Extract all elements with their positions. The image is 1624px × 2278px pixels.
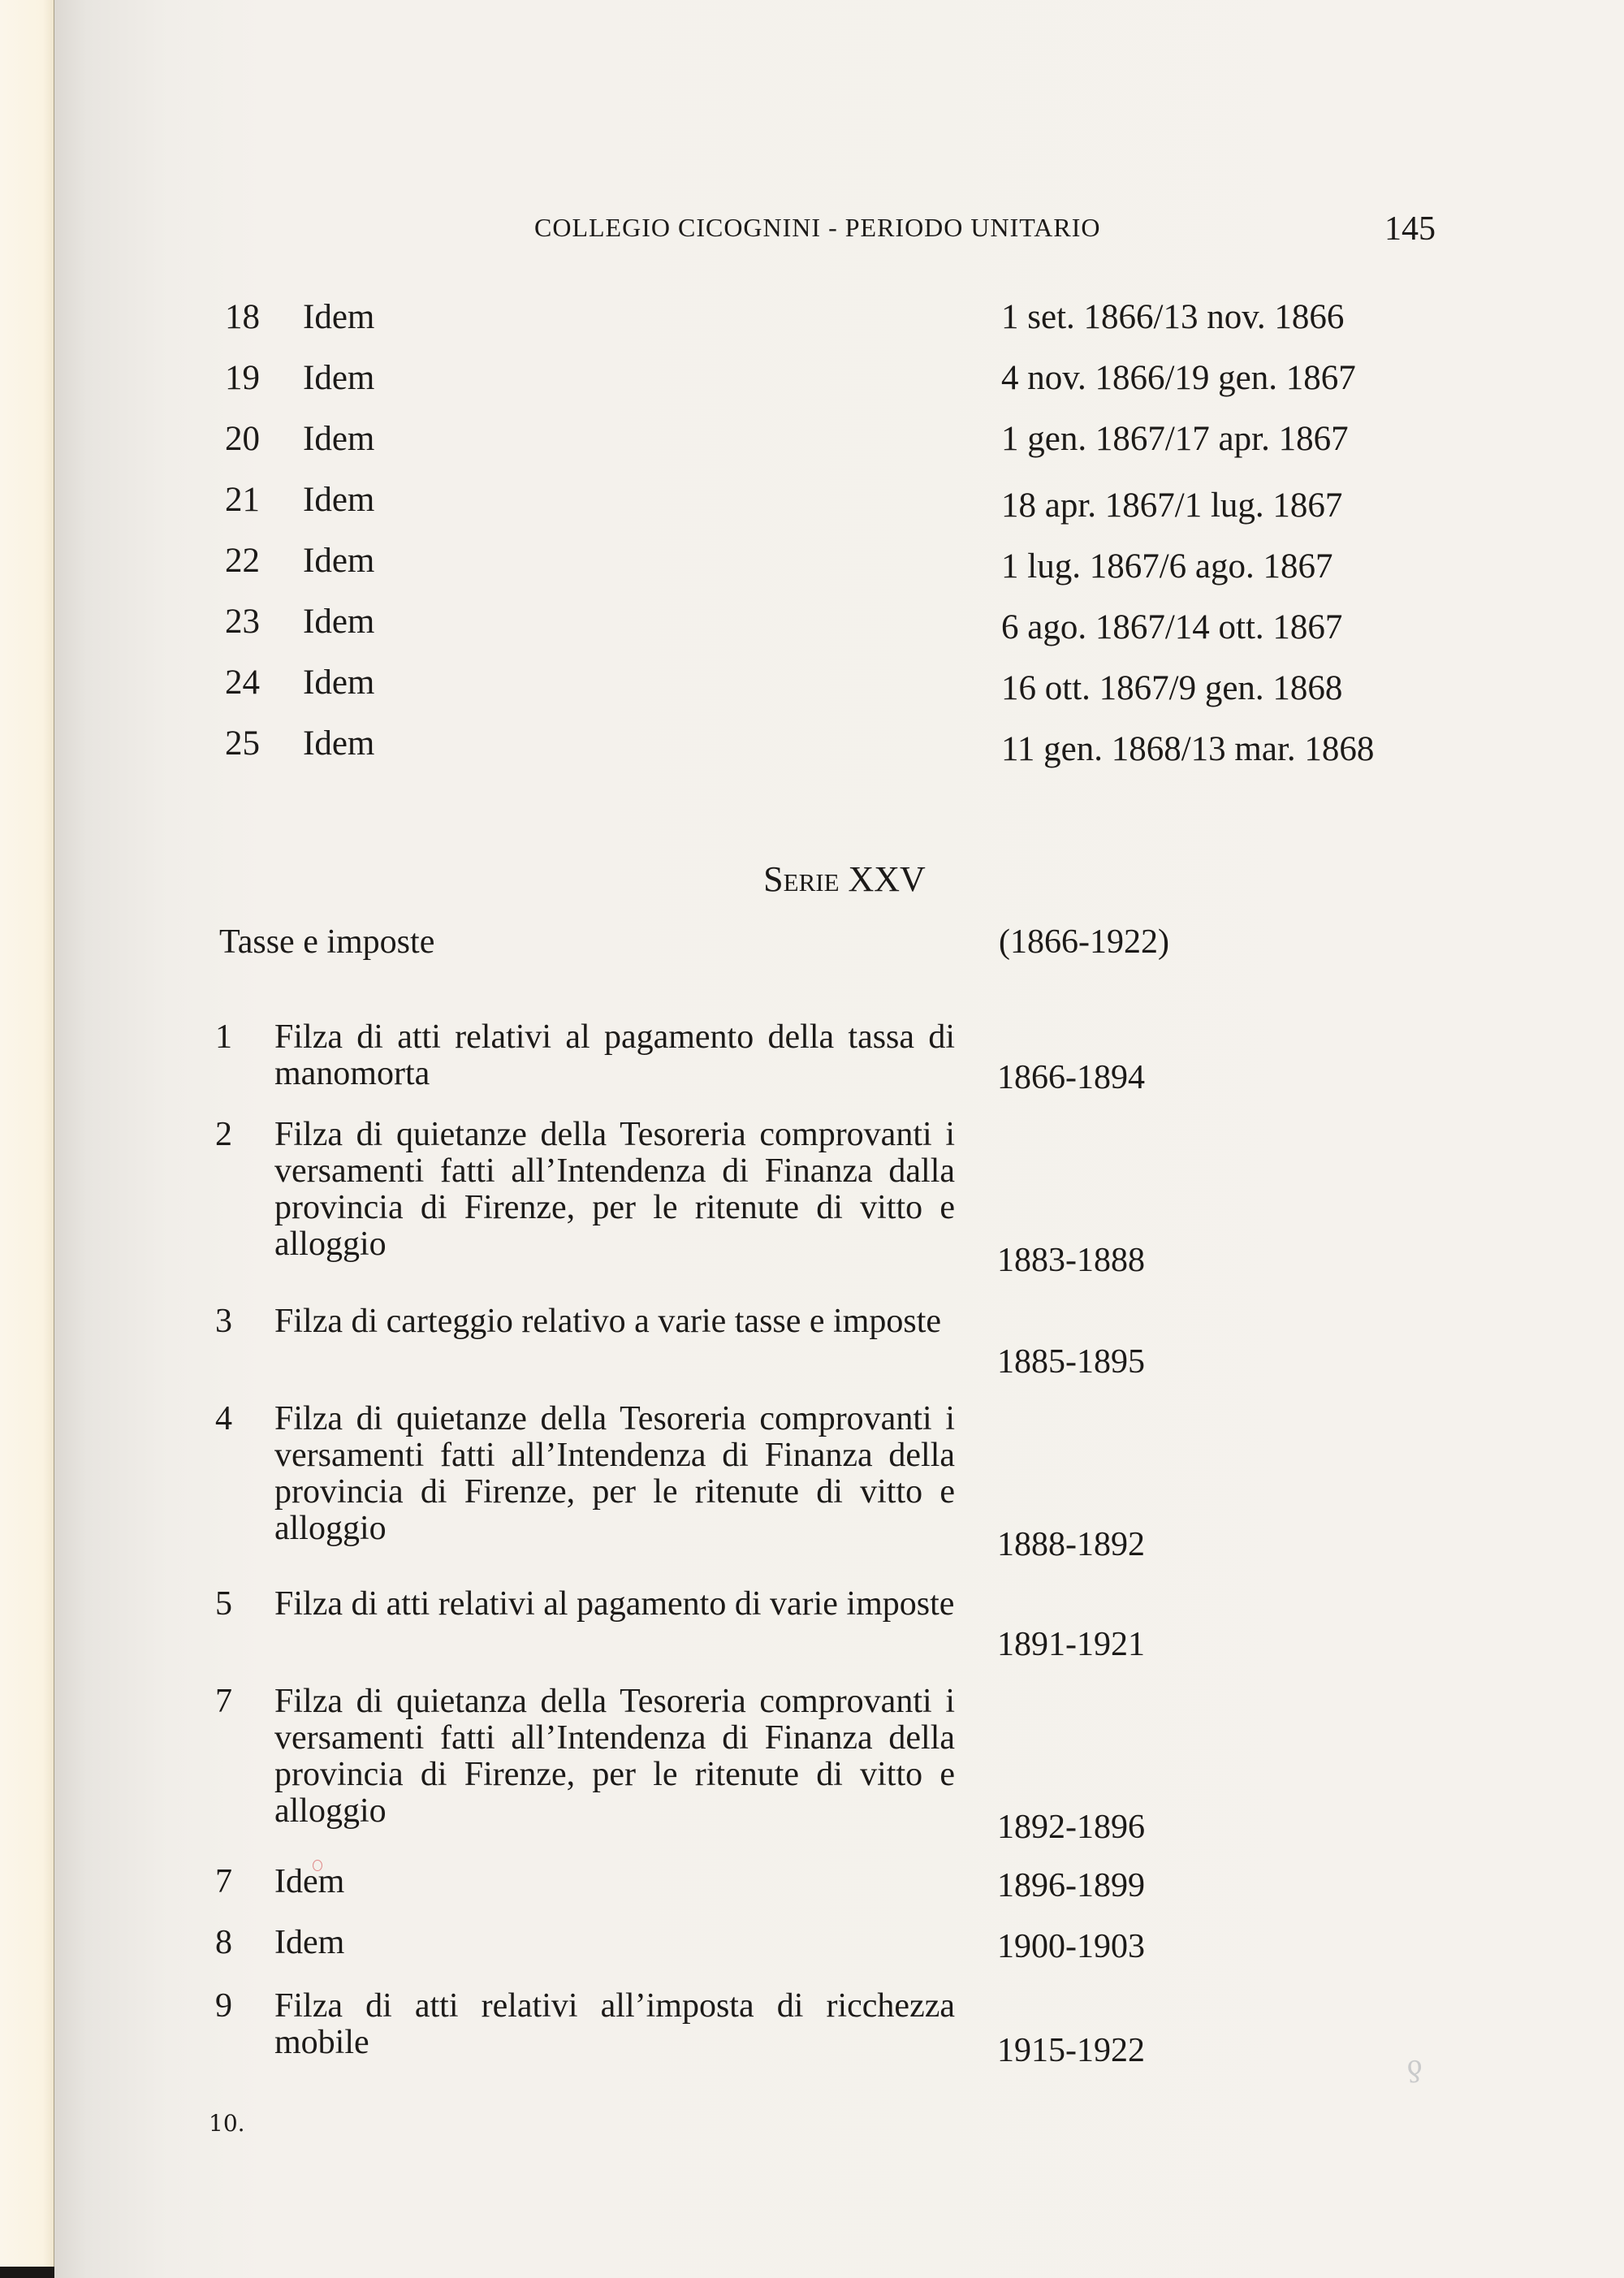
item-years: 1866-1894 [997,1059,1145,1096]
item-years: 1883-1888 [997,1242,1145,1279]
item-number: 2 [215,1116,232,1153]
binding-shadow [0,2267,57,2278]
signature-mark: 10. [209,2110,245,2137]
item-number: 21 [225,481,260,519]
item-description: Filza di quietanza della Tesoreria comprovanti i versamenti fatti all’Intendenza di Finanza della provincia di Firenze, per le ritenute di vitto e alloggio [274,1683,955,1830]
item-number: 19 [225,359,260,397]
series-subject: Tasse e imposte [219,923,435,961]
item-label: Idem [303,298,375,336]
book-binding-edge [0,0,54,2278]
item-dates: 1 set. 1866/13 nov. 1866 [1001,298,1345,336]
item-number: 8 [215,1924,232,1961]
item-number: 7 [215,1863,232,1900]
item-description: Filza di atti relativi al pagamento della tassa di manomorta [274,1018,955,1092]
series-date-range: (1866-1922) [999,923,1169,961]
item-number: 24 [225,664,260,702]
item-years: 1915-1922 [997,2032,1145,2069]
item-description: Filza di carteggio relativo a varie tasse e imposte [274,1303,942,1340]
item-number: 9 [215,1987,232,2025]
series-title: Serie XXV [763,859,926,899]
item-dates: 4 nov. 1866/19 gen. 1867 [1001,359,1356,397]
item-years: 1896-1899 [997,1867,1145,1904]
item-years: 1891-1921 [997,1626,1145,1663]
item-dates: 6 ago. 1867/14 ott. 1867 [1001,608,1343,646]
item-description: Filza di quietanze della Tesoreria comprovanti i versamenti fatti all’Intendenza di Finanza della provincia di Firenze, per le ritenute di vitto e alloggio [274,1400,955,1547]
running-title: COLLEGIO CICOGNINI - PERIODO UNITARIO [534,213,1101,242]
item-number: 20 [225,420,260,458]
item-label: Idem [303,359,375,397]
item-years: 1885-1895 [997,1343,1145,1381]
item-dates: 18 apr. 1867/1 lug. 1867 [1001,486,1343,525]
item-years: 1900-1903 [997,1928,1145,1965]
item-description: Filza di quietanze della Tesoreria comprovanti i versamenti fatti all’Intendenza di Finanza dalla provincia di Firenze, per le ritenute di vitto e alloggio [274,1116,955,1263]
item-description: Idem [274,1863,345,1900]
stray-ink-mark [313,1860,322,1871]
item-dates: 16 ott. 1867/9 gen. 1868 [1001,669,1343,707]
item-years: 1892-1896 [997,1809,1145,1846]
item-number: 22 [225,542,260,580]
page-number: 145 [1384,210,1436,248]
item-number: 3 [215,1303,232,1340]
item-number: 18 [225,298,260,336]
item-dates: 11 gen. 1868/13 mar. 1868 [1001,730,1375,768]
item-label: Idem [303,724,375,763]
item-dates: 1 gen. 1867/17 apr. 1867 [1001,420,1349,458]
item-description: Filza di atti relativi al pagamento di varie imposte [274,1585,955,1623]
item-label: Idem [303,664,375,702]
item-dates: 1 lug. 1867/6 ago. 1867 [1001,547,1333,586]
item-description: Idem [274,1924,345,1961]
item-number: 7 [215,1683,232,1720]
item-label: Idem [303,420,375,458]
item-number: 4 [215,1400,232,1437]
item-label: Idem [303,603,375,641]
item-number: 23 [225,603,260,641]
item-number: 1 [215,1018,232,1056]
pencil-mark: ƍ [1407,2047,1423,2083]
item-label: Idem [303,481,375,519]
item-years: 1888-1892 [997,1526,1145,1563]
item-number: 25 [225,724,260,763]
item-description: Filza di atti relativi all’imposta di ricchezza mobile [274,1987,955,2061]
item-label: Idem [303,542,375,580]
item-number: 5 [215,1585,232,1623]
